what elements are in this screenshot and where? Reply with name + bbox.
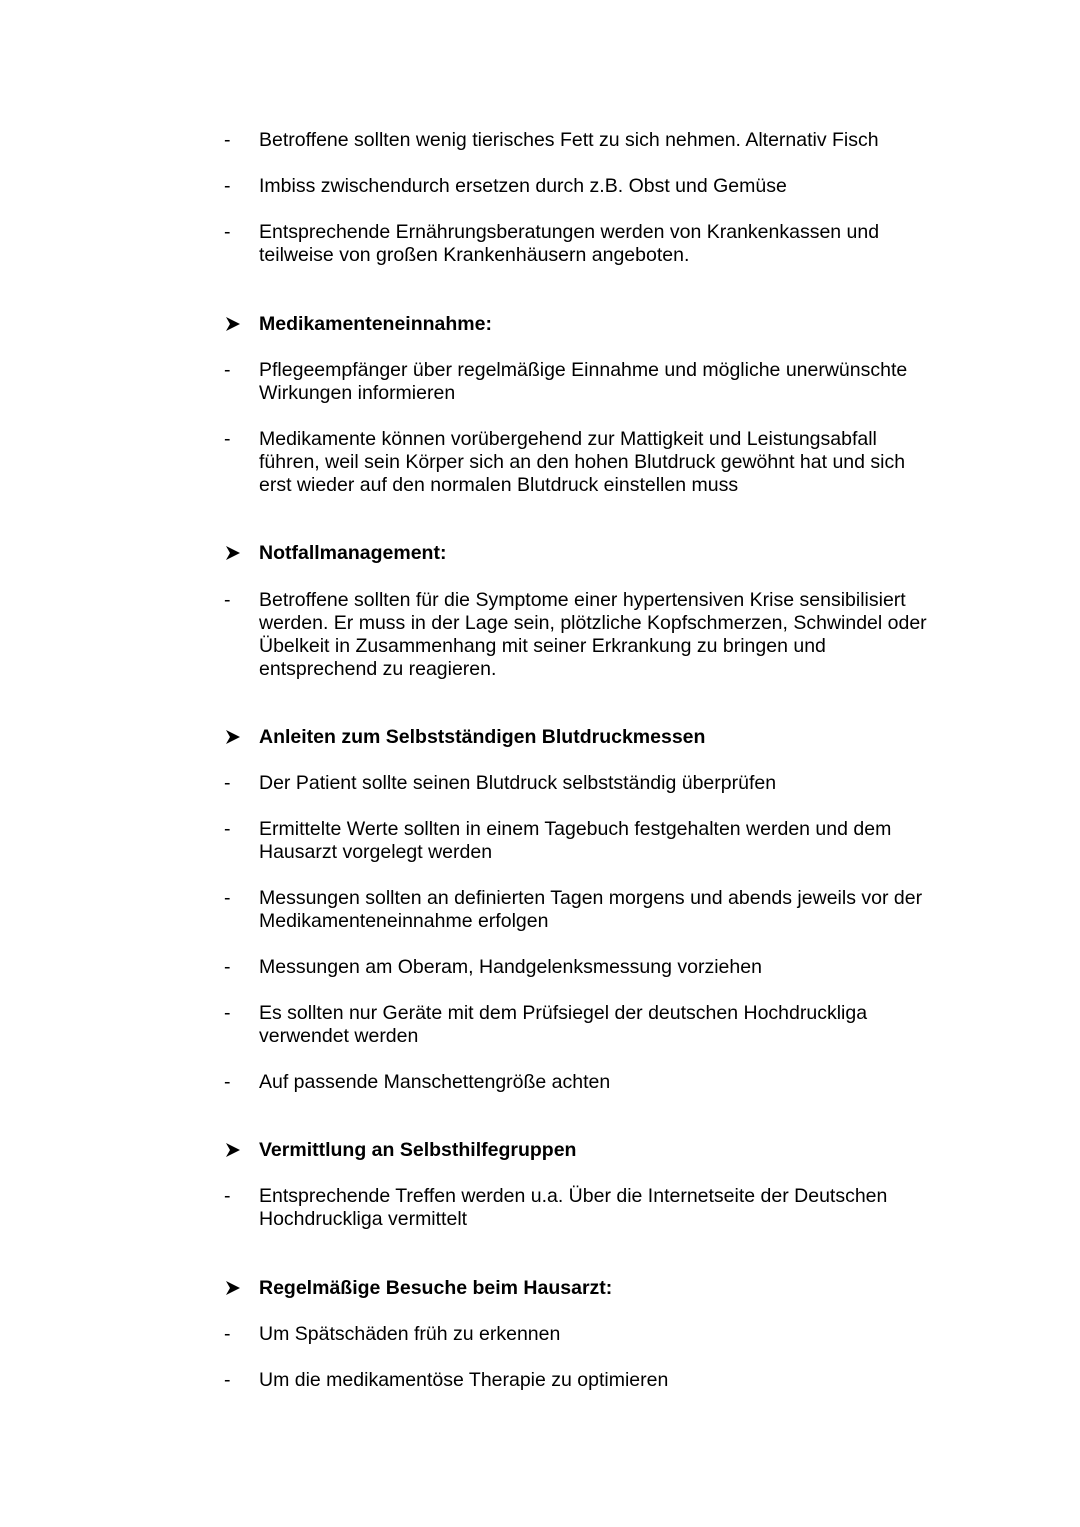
list-item-text: Betroffene sollten wenig tierisches Fett zu sich nehmen. Alternativ Fisch (259, 129, 879, 151)
section-heading-text: Anleiten zum Selbstständigen Blutdruckmessen (259, 726, 706, 748)
arrowhead-bullet-icon (225, 316, 241, 332)
bullet-dash: - (224, 1002, 231, 1024)
list-item-text: Medikamente können vorübergehend zur Mattigkeit und Leistungsabfall führen, weil sein Körper sich an den hohen Blutdruck gewöhnt hat und sich erst wieder auf den normalen Blutdruck einstellen muss (259, 428, 906, 496)
bullet-dash: - (224, 175, 231, 197)
bullet-dash: - (224, 221, 231, 243)
list-item-text: Der Patient sollte seinen Blutdruck selbstständig überprüfen (259, 772, 777, 794)
section-heading-text: Medikamenteneinnahme: (259, 313, 492, 335)
bullet-dash: - (224, 589, 231, 611)
list-item-text: Messungen sollten an definierten Tagen morgens und abends jeweils vor der Medikamenteneinnahme erfolgen (259, 887, 923, 932)
bullet-dash: - (224, 359, 231, 381)
section-heading-text: Vermittlung an Selbsthilfegruppen (259, 1139, 577, 1161)
section-heading-text: Notfallmanagement: (259, 542, 447, 564)
list-item-text: Messungen am Oberam, Handgelenksmessung vorziehen (259, 956, 762, 978)
bullet-dash: - (224, 1369, 231, 1391)
bullet-dash: - (224, 772, 231, 794)
list-item-text: Betroffene sollten für die Symptome einer hypertensiven Krise sensibilisiert werden. Er muss in der Lage sein, plötzliche Kopfschmerzen, Schwindel oder Übelkeit in Zusammenhang mit seiner Erkrankung zu bringen und entsprechend zu reagieren. (259, 589, 927, 680)
arrowhead-bullet-icon (225, 1280, 241, 1296)
list-item-text: Es sollten nur Geräte mit dem Prüfsiegel der deutschen Hochdruckliga verwendet werden (259, 1002, 868, 1047)
list-item-text: Um Spätschäden früh zu erkennen (259, 1323, 561, 1345)
list-item-text: Auf passende Manschettengröße achten (259, 1071, 611, 1093)
bullet-dash: - (224, 1185, 231, 1207)
bullet-dash: - (224, 428, 231, 450)
list-item-text: Imbiss zwischendurch ersetzen durch z.B. Obst und Gemüse (259, 175, 787, 197)
section-heading-text: Regelmäßige Besuche beim Hausarzt: (259, 1277, 613, 1299)
list-item-text: Um die medikamentöse Therapie zu optimieren (259, 1369, 669, 1391)
arrowhead-bullet-icon (225, 729, 241, 745)
list-item-text: Entsprechende Ernährungsberatungen werden von Krankenkassen und teilweise von großen Krankenhäusern angeboten. (259, 221, 880, 266)
list-item-text: Entsprechende Treffen werden u.a. Über die Internetseite der Deutschen Hochdruckliga vermittelt (259, 1185, 888, 1230)
list-item-text: Ermittelte Werte sollten in einem Tagebuch festgehalten werden und dem Hausarzt vorgelegt werden (259, 818, 892, 863)
bullet-dash: - (224, 956, 231, 978)
bullet-dash: - (224, 1071, 231, 1093)
bullet-dash: - (224, 129, 231, 151)
list-item-text: Pflegeempfänger über regelmäßige Einnahme und mögliche unerwünschte Wirkungen informieren (259, 359, 908, 404)
bullet-dash: - (224, 1323, 231, 1345)
bullet-dash: - (224, 818, 231, 840)
arrowhead-bullet-icon (225, 1142, 241, 1158)
bullet-dash: - (224, 887, 231, 909)
arrowhead-bullet-icon (225, 545, 241, 561)
